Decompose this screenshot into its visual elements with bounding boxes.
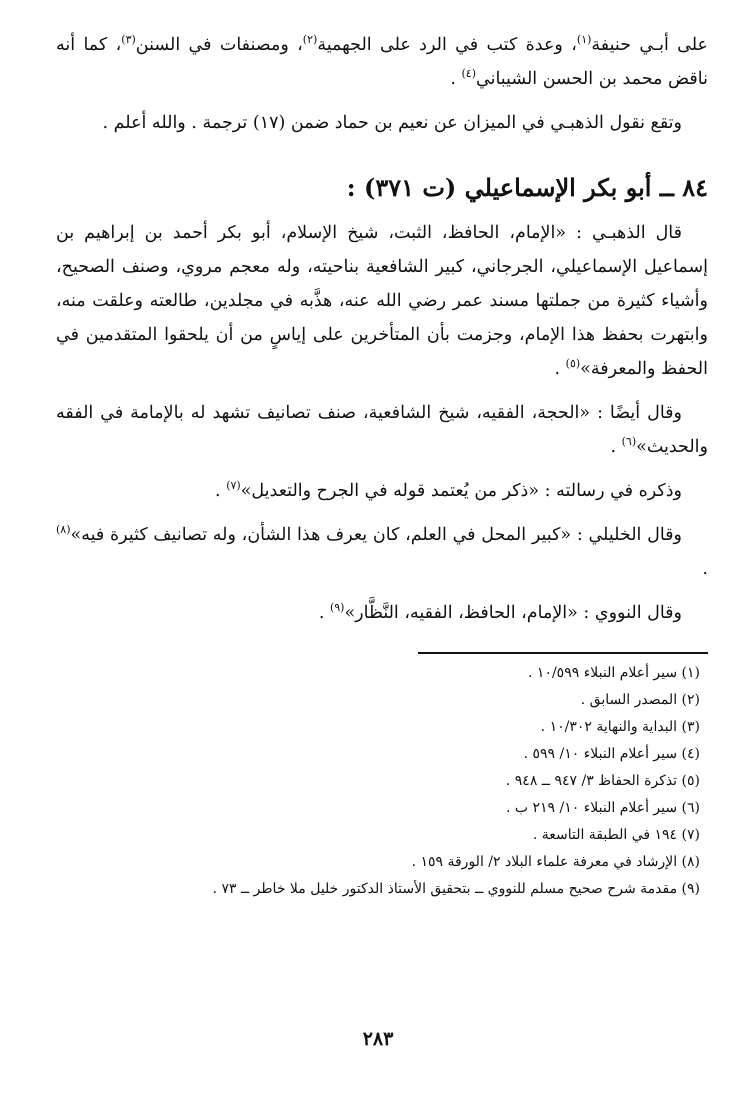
footnote-ref-1[interactable]: (١) <box>576 33 592 47</box>
dhahabi-second-quote-paragraph <box>56 396 708 464</box>
dhahabi-quote-end: . <box>554 359 566 379</box>
footnote-item-9: (٩) مقدمة شرح صحيح مسلم للنووي ــ بتحقيق الأستاذ الدكتور خليل ملا خاطر ــ ٧٣ . <box>212 881 700 897</box>
khalili-end: . <box>702 559 708 579</box>
footnote-item-8: (٨) الإرشاد في معرفة علماء البلاد ٢/ الورقة ١٥٩ . <box>411 854 700 870</box>
intro-paragraph <box>56 28 708 96</box>
footnotes-list <box>56 660 708 903</box>
footnote-item-4: (٤) سير أعلام النبلاء ١٠/ ٥٩٩ . <box>523 746 700 762</box>
khalili-text: وقال الخليلي : «كبير المحل في العلم، كان يعرف هذا الشأن، وله تصانيف كثيرة فيه» <box>70 525 682 545</box>
footnote-ref-8[interactable]: (٨) <box>56 523 71 537</box>
footnote-item-1: (١) سير أعلام النبلاء ١٠/٥٩٩ . <box>528 665 700 681</box>
dhahabi-quote-paragraph <box>56 216 708 386</box>
dhahabi-second-quote-end: . <box>610 437 622 457</box>
footnote-ref-6[interactable]: (٦) <box>621 435 637 449</box>
dhahabi-second-quote-text: وقال أيضًا : «الحجة، الفقيه، شيخ الشافعية، صنف تصانيف تشهد له بالإمامة في الفقه والحديث» <box>56 403 708 457</box>
section-heading: ٨٤ ــ أبو بكر الإسماعيلي (ت ٣٧١) : <box>346 173 708 202</box>
intro-text-a: على أبـي حنيفة <box>591 35 708 55</box>
footnote-item-2: (٢) المصدر السابق . <box>580 692 700 708</box>
footnote-ref-5[interactable]: (٥) <box>565 357 581 371</box>
footnote-item-6: (٦) سير أعلام النبلاء ١٠/ ٢١٩ ب . <box>505 800 700 816</box>
footnote-ref-9[interactable]: (٩) <box>329 601 345 615</box>
footnote-item-3: (٣) البداية والنهاية ١٠/٣٠٢ . <box>540 719 700 735</box>
footnote-item-5: (٥) تذكرة الحفاظ ٣/ ٩٤٧ ــ ٩٤٨ . <box>505 773 700 789</box>
intro-text-d: ، كما أنه ناقض محمد بن الحسن الشيباني <box>56 35 708 89</box>
nawawi-end: . <box>318 603 330 623</box>
footnote-divider <box>418 652 708 654</box>
footnote-ref-3[interactable]: (٣) <box>121 33 136 47</box>
risala-text: وذكره في رسالته : «ذكر من يُعتمد قوله في الجرح والتعديل» <box>240 481 682 501</box>
nawawi-paragraph <box>56 596 708 630</box>
risala-end: . <box>215 481 227 501</box>
intro-text-c: ، ومصنفات في السنن <box>135 35 303 55</box>
page-body <box>56 28 708 1078</box>
footnote-ref-7[interactable]: (٧) <box>226 479 241 493</box>
footnote-item-7: (٧) ١٩٤ في الطبقة التاسعة . <box>532 827 700 843</box>
nawawi-text: وقال النووي : «الإمام، الحافظ، الفقيه، النَّظَّار» <box>344 603 682 623</box>
khalili-paragraph <box>56 518 708 586</box>
page-number: ٢٨٣ <box>362 1028 394 1050</box>
dhahabi-quote-text: قال الذهبـي : «الإمام، الحافظ، الثبت، شيخ الإسلام، أبو بكر أحمد بن إبراهيم بن إسماعيل الإسماعيلي، الجرجاني، كبير الشافعية بناحيته، وله معجم مروي، وصنف الصحيح، وأشياء كثيرة من جملتها مسند عمر رضي الله عنه، هذَّبه في مجلدين، طالعته وعلقت منه، وابتهرت بحفظ هذا الإمام، وجزمت بأن المتأخرين على إياسٍ من أن يلحقوا المتقدمين في الحفظ والمعرفة» <box>56 223 708 379</box>
footnote-ref-2[interactable]: (٢) <box>302 33 318 47</box>
intro-text-b: ، وعدة كتب في الرد على الجهمية <box>317 35 577 55</box>
footnote-ref-4[interactable]: (٤) <box>461 67 476 81</box>
risala-paragraph <box>56 474 708 508</box>
intro-conclusion-paragraph: وتقع نقول الذهبـي في الميزان عن نعيم بن حماد ضمن (١٧) ترجمة . والله أعلم . <box>102 113 682 133</box>
intro-text-e: . <box>450 69 462 89</box>
